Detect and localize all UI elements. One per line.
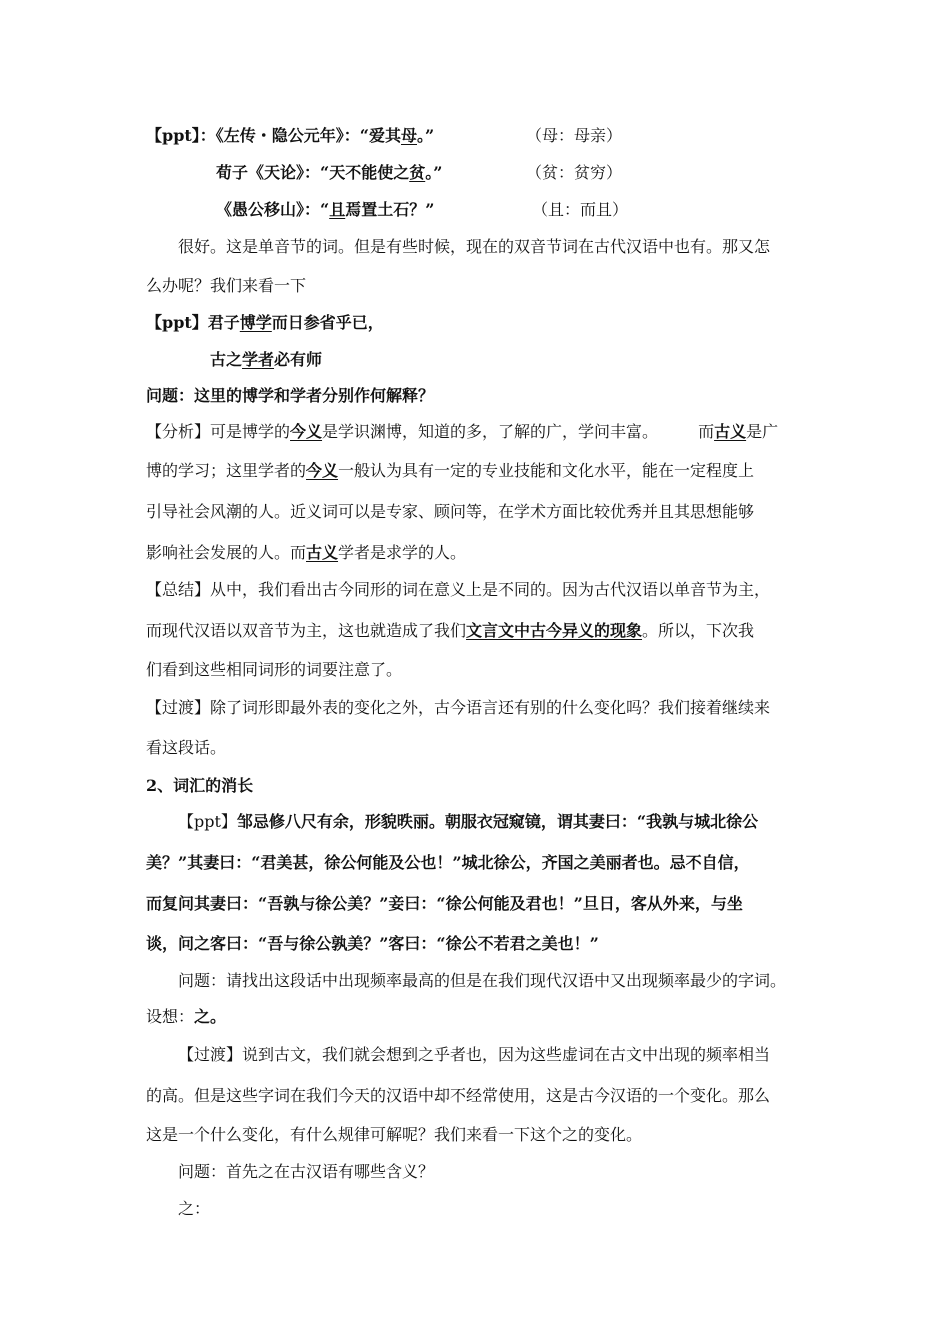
quote-end: 。” [417,126,435,145]
section-tag: 【ppt】 [178,812,237,831]
text: 而 [698,422,715,441]
zhi-label: 之： [178,1199,211,1218]
ppt-quote-boxue [146,313,384,333]
ppt-quote-zuozhuan [146,126,434,146]
quote-end: 焉置土石？” [345,200,435,219]
text: 说到古文，我们就会想到之乎者也，因为这些虚词在古文中出现的频率相当 [242,1045,771,1064]
key-term: 古义 [306,543,339,562]
key-word: 学者 [242,350,275,369]
ppt-passage-line-3: 而复问其妻曰：“吾孰与徐公美？”妾曰：“徐公何能及君也！”旦日，客从外来，与坐 [146,894,743,913]
gloss-pin: （贫：贫穷） [526,163,623,182]
transition-line-2: 看这段话。 [146,738,227,757]
quote-text: 荀子《天论》：“天不能使之 [216,163,410,182]
question-1: 问题：这里的博学和学者分别作何解释？ [146,386,435,405]
text: 从中，我们看出古今同形的词在意义上是不同的。因为古代汉语以单音节为主， [210,580,771,599]
text: 而现代汉语以双音节为主，这也就造成了我们 [146,621,467,640]
key-word: 且 [329,200,346,219]
hypothesis [146,1007,226,1027]
key-word: 博学 [239,313,272,332]
text: 邹忌修八尺有余，形貌昳丽。朝服衣冠窥镜，谓其妻曰：“我孰与城北徐公 [236,812,759,831]
analysis-line-1 [146,422,778,442]
gloss-mu: （母：母亲） [526,126,623,145]
text: 是学识渊博，知道的多，了解的广，学问丰富。 [322,422,659,441]
analysis-line-3: 引导社会风潮的人。近义词可以是专家、顾问等，在学术方面比较优秀并且其思想能够 [146,502,755,521]
section-tag: 【过渡】 [146,698,211,717]
transition2-line-3: 这是一个什么变化，有什么规律可解呢？我们来看一下这个之的变化。 [146,1125,643,1144]
ppt-passage-line-2: 美？”其妻曰：“君美甚，徐公何能及公也！”城北徐公，齐国之美丽者也。忌不自信， [146,853,750,872]
text: 学者是求学的人。 [338,543,467,562]
paragraph-line: 很好。这是单音节的词。但是有些时候，现在的双音节词在古代汉语中也有。那又怎 [178,237,771,256]
quote-end: 。” [425,163,443,182]
summary-line-3: 们看到这些相同词形的词要注意了。 [146,660,403,679]
answer: 之。 [194,1007,227,1026]
transition-line-1 [146,698,770,718]
text: 一般认为具有一定的专业技能和文化水平，能在一定程度上 [338,461,755,480]
text: 博的学习；这里学者的 [146,461,307,480]
key-term: 今义 [290,422,323,441]
summary-line-2 [146,621,754,641]
ppt-passage-line-4: 谈，问之客曰：“吾与徐公孰美？”客曰：“徐公不若君之美也！” [146,934,599,953]
ppt-quote-tianlun [216,163,442,183]
section-tag: 【过渡】 [178,1045,243,1064]
key-term: 今义 [306,461,339,480]
quote-end: 必有师 [274,350,323,369]
gloss-qie: （且：而且） [532,200,629,219]
analysis-line-2 [146,461,754,481]
text: 是广 [746,422,779,441]
key-term: 古义 [714,422,747,441]
transition2-line-1 [178,1045,770,1065]
section-tag: 【分析】 [146,422,211,441]
question-3: 问题：首先之在古汉语有哪些含义？ [178,1162,435,1181]
ppt-quote-xuezhe [210,350,322,370]
section-tag: 【总结】 [146,580,211,599]
quote-text: 古之 [210,350,243,369]
quote-text: 【ppt】君子 [146,313,240,332]
key-phrase: 文言文中古今异义的现象 [466,621,643,640]
analysis-line-4 [146,543,466,563]
ppt-passage-line-1 [178,812,758,832]
quote-end: 而日参省乎已， [271,313,384,332]
text: 可是博学的 [210,422,291,441]
transition2-line-2: 的高。但是这些字词在我们今天的汉语中却不经常使用，这是古今汉语的一个变化。那么 [146,1086,771,1105]
text: 影响社会发展的人。而 [146,543,307,562]
question-2: 问题：请找出这段话中出现频率最高的但是在我们现代汉语中又出现频率最少的字词。 [178,971,787,990]
key-word: 贫 [409,163,426,182]
ppt-quote-yugong [216,200,434,220]
text: 。所以，下次我 [642,621,755,640]
quote-text: 【ppt】：《左传・隐公元年》：“爱其 [146,126,401,145]
key-word: 母 [400,126,417,145]
summary-line-1 [146,580,770,600]
quote-text: 《愚公移山》：“ [216,200,330,219]
text: 除了词形即最外表的变化之外，古今语言还有别的什么变化吗？我们接着继续来 [210,698,771,717]
section-heading: 2、词汇的消长 [146,776,254,795]
text: 设想： [146,1007,195,1026]
paragraph-line: 么办呢？我们来看一下 [146,276,307,295]
